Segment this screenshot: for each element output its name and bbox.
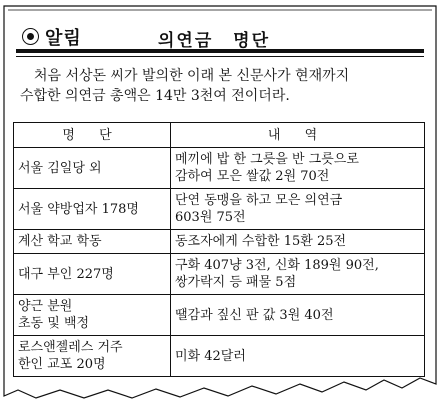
donor-name-cell	[14, 295, 171, 336]
donor-name-line: 서울 김일당 외	[18, 160, 102, 176]
column-header-detail: 내 역	[171, 123, 425, 148]
donation-detail-line: 메끼에 밥 한 그릇을 반 그릇으로	[175, 152, 359, 167]
donation-detail-cell	[171, 336, 425, 377]
table-row	[14, 189, 425, 230]
donor-name-line: 계산 학교 학동	[18, 234, 102, 249]
table-row	[14, 295, 425, 336]
donation-detail-line: 땔감과 짚신 판 값 3원 40전	[175, 307, 334, 323]
intro-line-1: 처음 서상돈 씨가 발의한 이래 본 신문사가 현재까지	[34, 68, 350, 84]
donation-detail-line: 단연 동맹을 하고 모은 의연금	[175, 193, 343, 208]
donor-name-line: 로스앤젤레스 거주	[18, 340, 123, 355]
table-row	[14, 336, 425, 377]
column-header-name: 명 단	[14, 123, 171, 148]
table-row	[14, 254, 425, 295]
donor-name-line: 서울 약방업자 178명	[18, 201, 139, 217]
bullet-icon	[22, 28, 39, 45]
intro-paragraph	[20, 66, 420, 106]
donor-name-line: 한인 교포 20명	[18, 357, 106, 372]
notice-badge	[22, 24, 82, 50]
donor-name-cell	[14, 230, 171, 254]
donation-detail-cell	[171, 189, 425, 230]
donation-detail-line: 쌍가락지 등 패물 5점	[175, 275, 297, 290]
table-row	[14, 230, 425, 254]
table-header-row	[14, 123, 425, 148]
donation-detail-cell	[171, 230, 425, 254]
donor-name-cell	[14, 336, 171, 377]
donation-detail-line: 감하여 모은 쌀값 2원 70전	[175, 169, 330, 184]
donor-name-cell	[14, 189, 171, 230]
donor-table	[13, 122, 425, 377]
donor-name-cell	[14, 254, 171, 295]
donation-detail-line: 603원 75전	[175, 210, 246, 225]
donor-name-cell	[14, 148, 171, 189]
donation-detail-line: 미화 42달러	[175, 348, 246, 364]
heading-rule-thin	[16, 56, 424, 57]
donation-detail-line: 구화 407냥 3전, 신화 189원 90전,	[175, 258, 379, 273]
page-title: 의연금 명단	[158, 31, 271, 51]
donor-name-line: 초동 및 백정	[18, 316, 90, 331]
donor-name-line: 대구 부인 227명	[18, 266, 114, 282]
badge-label: 알림	[45, 28, 82, 49]
table-row	[14, 148, 425, 189]
donation-detail-cell	[171, 254, 425, 295]
intro-line-2: 수합한 의연금 총액은 14만 3천여 전이더라.	[20, 88, 290, 104]
donor-name-line: 양근 분원	[18, 299, 73, 314]
heading-rule-thick	[16, 49, 424, 53]
donation-detail-line: 동조자에게 수합한 15환 25전	[175, 234, 347, 249]
donation-detail-cell	[171, 148, 425, 189]
donation-detail-cell	[171, 295, 425, 336]
